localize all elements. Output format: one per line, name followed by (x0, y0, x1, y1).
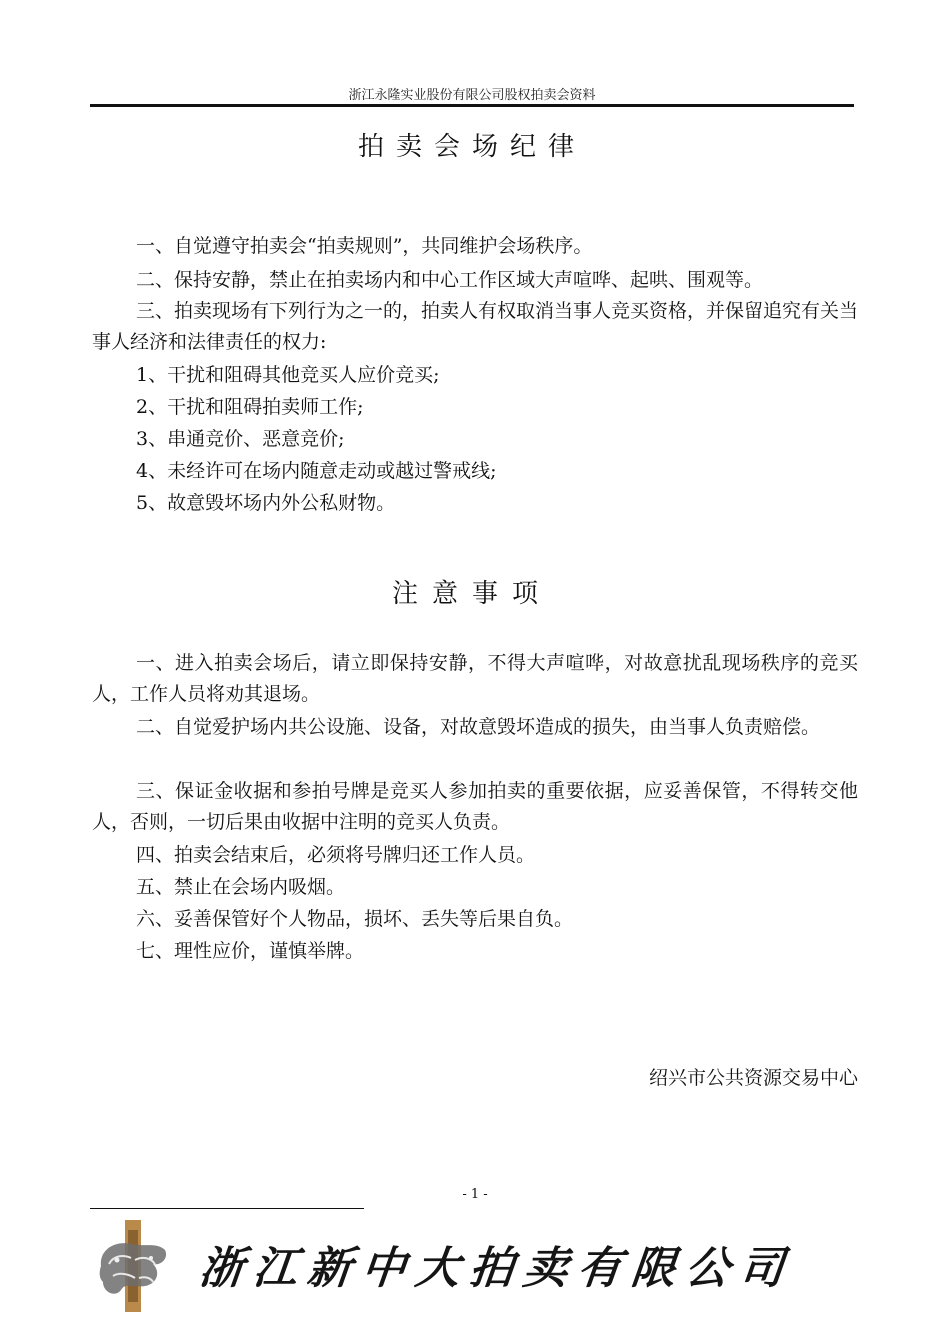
notice-item: 二、自觉爱护场内共公设施、设备，对故意毁坏造成的损失，由当事人负责赔偿。 (136, 716, 821, 738)
section-title-notices: 注意事项 (391, 579, 552, 609)
issuer-signature: 绍兴市公共资源交易中心 (648, 1067, 858, 1089)
discipline-subitem: 1、干扰和阻碍其他竞买人应价竞买; (136, 364, 440, 386)
notice-item: 三、保证金收据和参拍号牌是竞买人参加拍卖的重要依据，应妥善保管，不得转交他人，否则，一切后果由收据中注明的竞买人负责。 (92, 780, 858, 833)
notice-item: 六、妥善保管好个人物品，损坏、丢失等后果自负。 (136, 908, 574, 930)
notice-item: 七、理性应价，谨慎举牌。 (136, 940, 365, 962)
discipline-subitem: 2、干扰和阻碍拍卖师工作; (136, 396, 364, 418)
header-rule (90, 104, 854, 107)
notice-item: 四、拍卖会结束后，必须将号牌归还工作人员。 (136, 844, 536, 866)
dragon-seal-logo-icon (95, 1220, 171, 1312)
discipline-item: 三、拍卖现场有下列行为之一的，拍卖人有权取消当事人竞买资格，并保留追究有关当事人经济和法律责任的权力: (92, 300, 859, 353)
discipline-subitem: 3、串通竞价、恶意竞价; (136, 428, 345, 450)
page-number: - 1 - (462, 1187, 488, 1202)
discipline-subitem: 4、未经许可在场内随意走动或越过警戒线; (136, 460, 497, 482)
footer-rule (90, 1208, 364, 1209)
company-name-calligraphy: 浙江新中大拍卖有限公司 (196, 1243, 797, 1294)
discipline-subitem: 5、故意毁坏场内外公私财物。 (136, 492, 396, 514)
notice-item: 一、进入拍卖会场后，请立即保持安静，不得大声喧哗，对故意扰乱现场秩序的竞买人，工作人员将劝其退场。 (92, 652, 858, 705)
discipline-item: 一、自觉遵守拍卖会“拍卖规则”，共同维护会场秩序。 (136, 235, 593, 257)
section-title-discipline: 拍卖会场纪律 (357, 132, 586, 162)
notice-item: 五、禁止在会场内吸烟。 (136, 876, 346, 898)
page-header: 浙江永隆实业股份有限公司股权拍卖会资料 (348, 88, 596, 103)
discipline-item: 二、保持安静，禁止在拍卖场内和中心工作区域大声喧哗、起哄、围观等。 (136, 269, 764, 291)
